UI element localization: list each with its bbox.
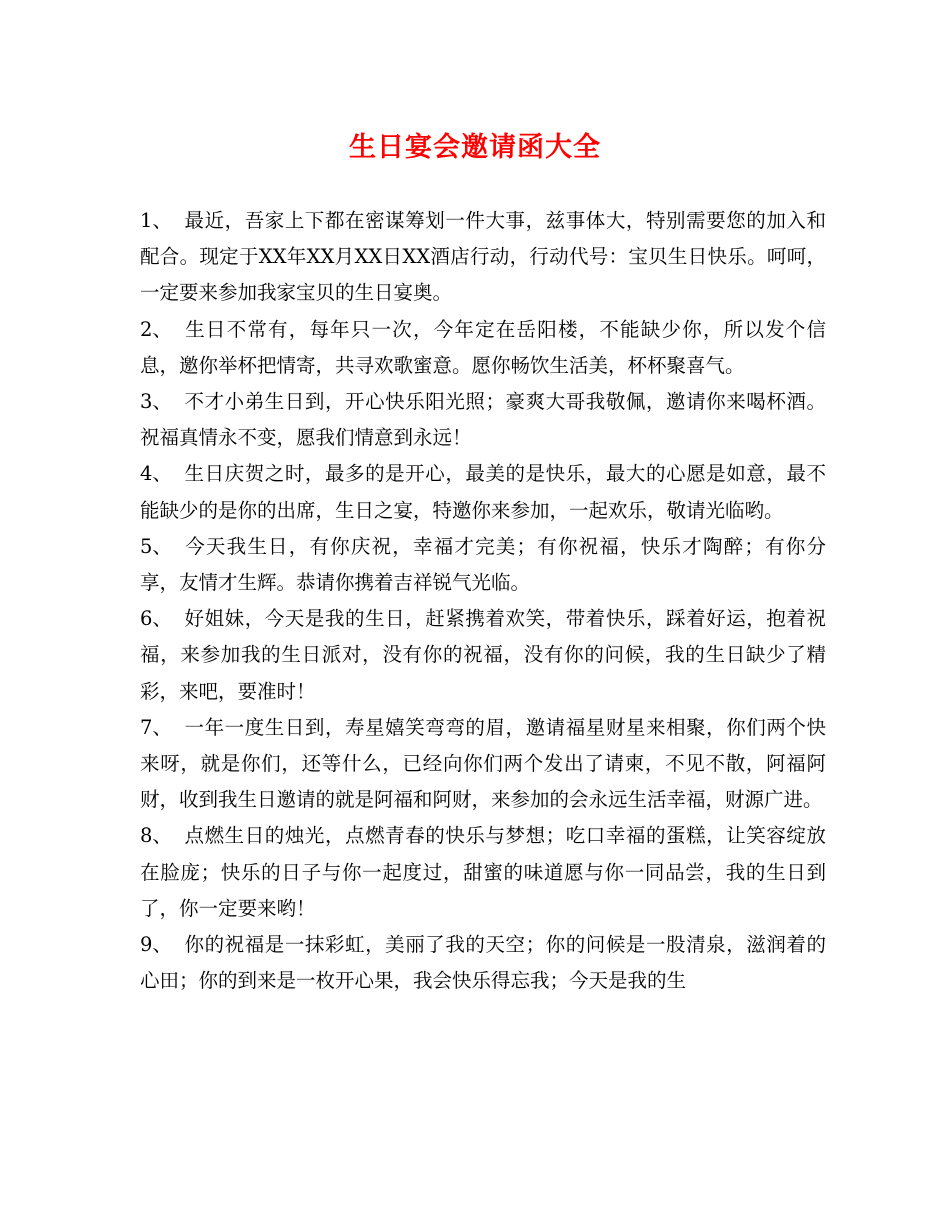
list-item xyxy=(140,710,826,819)
item-number: 7、 xyxy=(140,715,172,739)
item-number: 9、 xyxy=(140,933,172,957)
item-number: 6、 xyxy=(140,607,172,631)
document-title: 生日宴会邀请函大全 xyxy=(349,132,601,163)
list-item xyxy=(140,927,826,999)
item-text: 你的祝福是一抹彩虹，美丽了我的天空；你的问候是一股清泉，滋润着的心田；你的到来是一枚开心果，我会快乐得忘我；今天是我的生 xyxy=(140,933,826,993)
list-item xyxy=(140,529,826,601)
list-item xyxy=(140,312,826,384)
list-item xyxy=(140,203,826,312)
item-number: 8、 xyxy=(140,824,172,848)
item-number: 3、 xyxy=(140,390,172,414)
list-item xyxy=(140,384,826,456)
item-text: 最近，吾家上下都在密谋筹划一件大事，兹事体大，特别需要您的加入和配合。现定于XX年XX月XX日XX酒店行动，行动代号：宝贝生日快乐。呵呵，一定要来参加我家宝贝的生日宴奥。 xyxy=(140,209,826,305)
list-item xyxy=(140,456,826,528)
item-number: 2、 xyxy=(140,317,172,341)
list-item xyxy=(140,818,826,927)
item-text: 一年一度生日到，寿星嬉笑弯弯的眉，邀请福星财星来相聚，你们两个快来呀，就是你们，还等什么，已经向你们两个发出了请柬，不见不散，阿福阿财，收到我生日邀请的就是阿福和阿财，来参加的会永远生活幸福，财源广进。 xyxy=(140,715,826,812)
item-text: 好姐妹，今天是我的生日，赶紧携着欢笑，带着快乐，踩着好运，抱着祝福，来参加我的生日派对，没有你的祝福，没有你的问候，我的生日缺少了精彩，来吧，要准时！ xyxy=(140,607,826,703)
item-text: 今天我生日，有你庆祝，幸福才完美；有你祝福，快乐才陶醉；有你分享，友情才生辉。恭请你携着吉祥锐气光临。 xyxy=(140,534,826,595)
document-body xyxy=(140,203,826,999)
item-number: 4、 xyxy=(140,462,172,486)
item-text: 生日不常有，每年只一次，今年定在岳阳楼，不能缺少你，所以发个信息，邀你举杯把情寄，共寻欢歌蜜意。愿你畅饮生活美，杯杯聚喜气。 xyxy=(140,317,826,377)
item-number: 5、 xyxy=(140,534,172,558)
list-item xyxy=(140,601,826,710)
item-text: 不才小弟生日到，开心快乐阳光照；豪爽大哥我敬佩，邀请你来喝杯酒。祝福真情永不变，愿我们情意到永远！ xyxy=(140,390,826,450)
item-number: 1、 xyxy=(140,209,172,232)
item-text: 点燃生日的烛光，点燃青春的快乐与梦想；吃口幸福的蛋糕，让笑容绽放在脸庞；快乐的日子与你一起度过，甜蜜的味道愿与你一同品尝，我的生日到了，你一定要来哟！ xyxy=(140,824,826,920)
item-text: 生日庆贺之时，最多的是开心，最美的是快乐，最大的心愿是如意，最不能缺少的是你的出席，生日之宴，特邀你来参加，一起欢乐，敬请光临哟。 xyxy=(140,462,826,522)
